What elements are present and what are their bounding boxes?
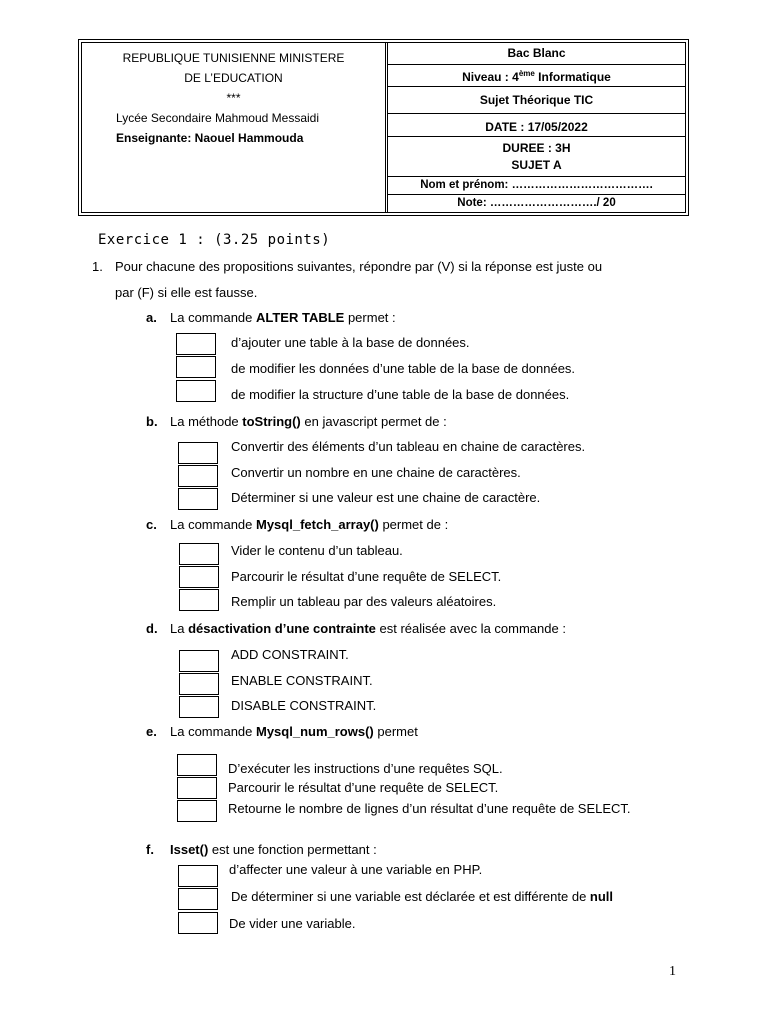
item-stem-f: Isset() est une fonction permettant :	[170, 842, 377, 857]
item-stem-a: La commande ALTER TABLE permet :	[170, 310, 396, 325]
answer-box-e1[interactable]	[177, 754, 217, 776]
separator-stars: ***	[226, 91, 241, 105]
question-line-2: par (F) si elle est fausse.	[115, 285, 258, 300]
item-stem-c: La commande Mysql_fetch_array() permet de :	[170, 517, 449, 532]
subject-cell	[388, 87, 685, 114]
name-field: Nom et prénom: ……………………………….	[420, 178, 653, 191]
option-c2: Parcourir le résultat d’une requête de SELECT.	[231, 569, 502, 584]
answer-box-d2[interactable]	[179, 673, 219, 695]
option-f1: d’affecter une valeur à une variable en PHP.	[229, 862, 483, 877]
answer-box-a2[interactable]	[176, 356, 216, 378]
item-letter-f: f.	[146, 842, 154, 857]
answer-box-a3[interactable]	[176, 380, 216, 402]
option-d3: DISABLE CONSTRAINT.	[231, 698, 377, 713]
republic-line: REPUBLIQUE TUNISIENNE MINISTERE	[122, 51, 345, 65]
item-stem-d: La désactivation d’une contrainte est réalisée avec la commande :	[170, 621, 566, 636]
answer-box-b1[interactable]	[178, 442, 218, 464]
answer-box-f2[interactable]	[178, 888, 218, 910]
item-stem-e: La commande Mysql_num_rows() permet	[170, 724, 418, 739]
note-cell	[388, 195, 685, 212]
note-field: Note: ………………………./ 20	[457, 197, 616, 209]
level-cell	[388, 65, 685, 87]
exercise-title: Exercice 1 : (3.25 points)	[98, 232, 331, 248]
answer-box-b3[interactable]	[178, 488, 218, 510]
option-b3: Déterminer si une valeur est une chaine de caractère.	[231, 490, 541, 505]
answer-box-d3[interactable]	[179, 696, 219, 718]
date-cell	[388, 114, 685, 137]
duration-text: DUREE : 3H	[502, 140, 571, 155]
item-letter-e: e.	[146, 724, 157, 739]
item-letter-c: c.	[146, 517, 157, 532]
answer-box-c3[interactable]	[179, 589, 219, 611]
exam-title: Bac Blanc	[507, 46, 566, 61]
option-f3: De vider une variable.	[229, 916, 356, 931]
answer-box-e3[interactable]	[177, 800, 217, 822]
option-f2: De déterminer si une variable est déclarée et est différente de null	[231, 889, 614, 904]
item-letter-b: b.	[146, 414, 158, 429]
ministry-line: DE L’EDUCATION	[184, 71, 283, 85]
answer-box-f1[interactable]	[178, 865, 218, 887]
answer-box-a1[interactable]	[176, 333, 216, 355]
item-letter-a: a.	[146, 310, 157, 325]
option-a2: de modifier les données d’une table de la base de données.	[231, 361, 576, 376]
option-b1: Convertir des éléments d’un tableau en chaine de caractères.	[231, 439, 586, 454]
option-b2: Convertir un nombre en une chaine de caractères.	[231, 465, 521, 480]
teacher-name: Enseignante: Naouel Hammouda	[116, 131, 304, 145]
header-box	[78, 39, 689, 216]
question-number: 1.	[92, 259, 103, 274]
option-e2: Parcourir le résultat d’une requête de SELECT.	[228, 780, 499, 795]
item-letter-d: d.	[146, 621, 158, 636]
option-d2: ENABLE CONSTRAINT.	[231, 673, 373, 688]
item-stem-b: La méthode toString() en javascript permet de :	[170, 414, 447, 429]
exam-cell	[388, 43, 685, 65]
option-a3: de modifier la structure d’une table de la base de données.	[231, 387, 570, 402]
duration-cell	[388, 137, 685, 176]
answer-box-f3[interactable]	[178, 912, 218, 934]
answer-box-e2[interactable]	[177, 777, 217, 799]
subject-text: Sujet Théorique TIC	[479, 92, 594, 107]
header-inner	[81, 42, 686, 213]
option-c3: Remplir un tableau par des valeurs aléatoires.	[231, 594, 497, 609]
option-d1: ADD CONSTRAINT.	[231, 647, 349, 662]
page-number: 1	[669, 964, 676, 979]
answer-box-d1[interactable]	[179, 650, 219, 672]
answer-box-c1[interactable]	[179, 543, 219, 565]
date-text: DATE : 17/05/2022	[485, 119, 588, 134]
header-right	[388, 43, 685, 212]
option-e3: Retourne le nombre de lignes d’un résultat d’une requête de SELECT.	[228, 801, 631, 816]
variant-text: SUJET A	[511, 157, 562, 172]
school-name: Lycée Secondaire Mahmoud Messaidi	[116, 111, 319, 125]
option-e1: D’exécuter les instructions d’une requêtes SQL.	[228, 761, 503, 776]
answer-box-c2[interactable]	[179, 566, 219, 588]
level-text: Niveau : 4ème Informatique	[462, 69, 611, 85]
header-left	[82, 43, 388, 212]
answer-box-b2[interactable]	[178, 465, 218, 487]
option-c1: Vider le contenu d’un tableau.	[231, 543, 403, 558]
option-a1: d’ajouter une table à la base de données.	[231, 335, 470, 350]
name-cell	[388, 177, 685, 195]
question-line-1: Pour chacune des propositions suivantes, répondre par (V) si la réponse est juste ou	[115, 259, 603, 274]
